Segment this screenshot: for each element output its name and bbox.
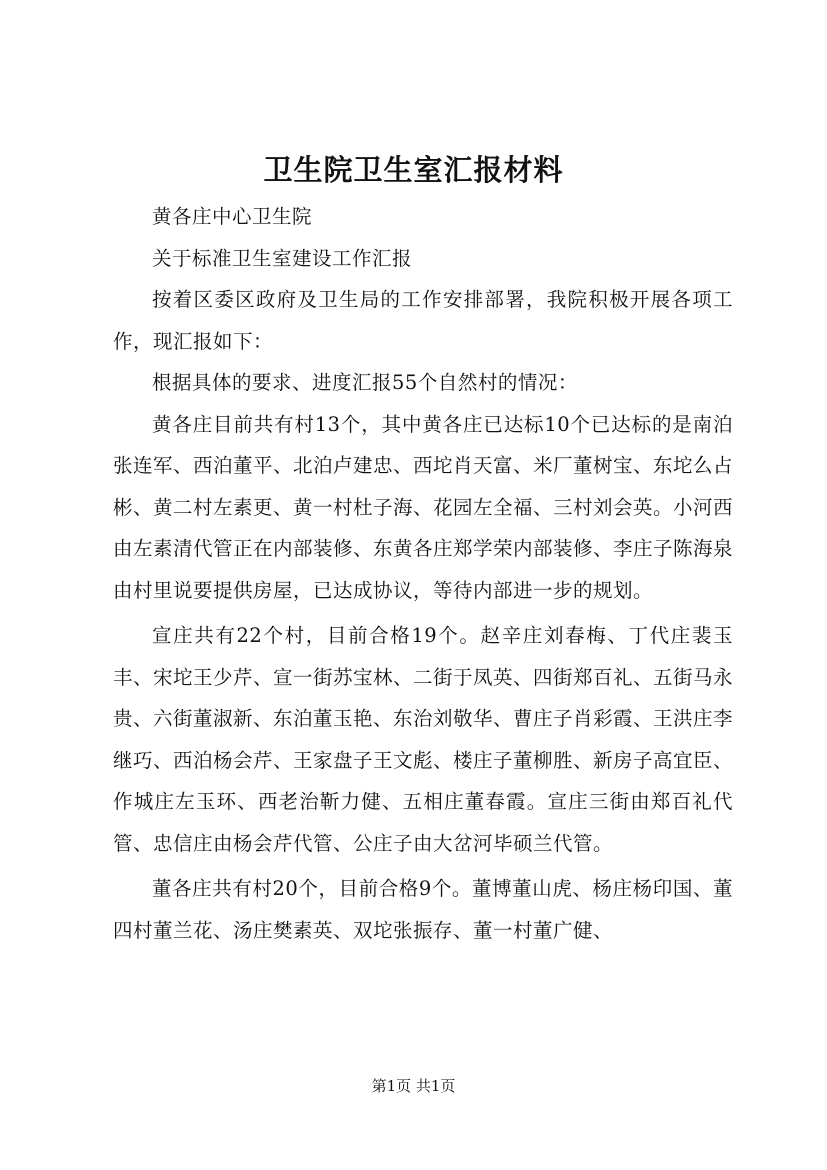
document-title: 卫生院卫生室汇报材料 xyxy=(263,153,564,187)
paragraph-organization: 黄各庄中心卫生院 xyxy=(152,205,313,228)
document-body xyxy=(113,196,733,951)
paragraph-donggezhuang: 董各庄共有村20个，目前合格9个。董博董山虎、杨庄杨印国、董四村董兰花、汤庄樊素英、双坨张振存、董一村董广健、 xyxy=(113,877,733,942)
paragraph-xuanzhuang: 宣庄共有22个村，目前合格19个。赵辛庄刘春梅、丁代庄裴玉丰、宋坨王少芹、宣一街苏宝林、二街于凤英、四街郑百礼、五街马永贵、六街董淑新、东泊董玉艳、东治刘敬华、曹庄子肖彩霞、王洪庄李继巧、西泊杨会芹、王家盘子王文彪、楼庄子董柳胜、新房子高宜臣、作城庄左玉环、西老治靳力健、五相庄董春霞。宣庄三街由郑百礼代管、忠信庄由杨会芹代管、公庄子由大岔河毕硕兰代管。 xyxy=(113,624,734,855)
paragraph-huanggezhuang: 黄各庄目前共有村13个，其中黄各庄已达标10个已达标的是南泊张连军、西泊董平、北泊卢建忠、西坨肖天富、米厂董树宝、东坨么占彬、黄二村左素更、黄一村杜子海、花园左全福、三村刘会英。小河西由左素清代管正在内部装修、东黄各庄郑学荣内部装修、李庄子陈海泉由村里说要提供房屋，已达成协议，等待内部进一步的规划。 xyxy=(113,412,734,602)
page-footer: 第1页 共1页 xyxy=(371,1077,456,1095)
paragraph-overview: 根据具体的要求、进度汇报55个自然村的情况： xyxy=(152,371,578,394)
paragraph-intro: 按着区委区政府及卫生局的工作安排部署，我院积极开展各项工作，现汇报如下： xyxy=(113,288,733,353)
paragraph-subject: 关于标准卫生室建设工作汇报 xyxy=(152,246,413,270)
